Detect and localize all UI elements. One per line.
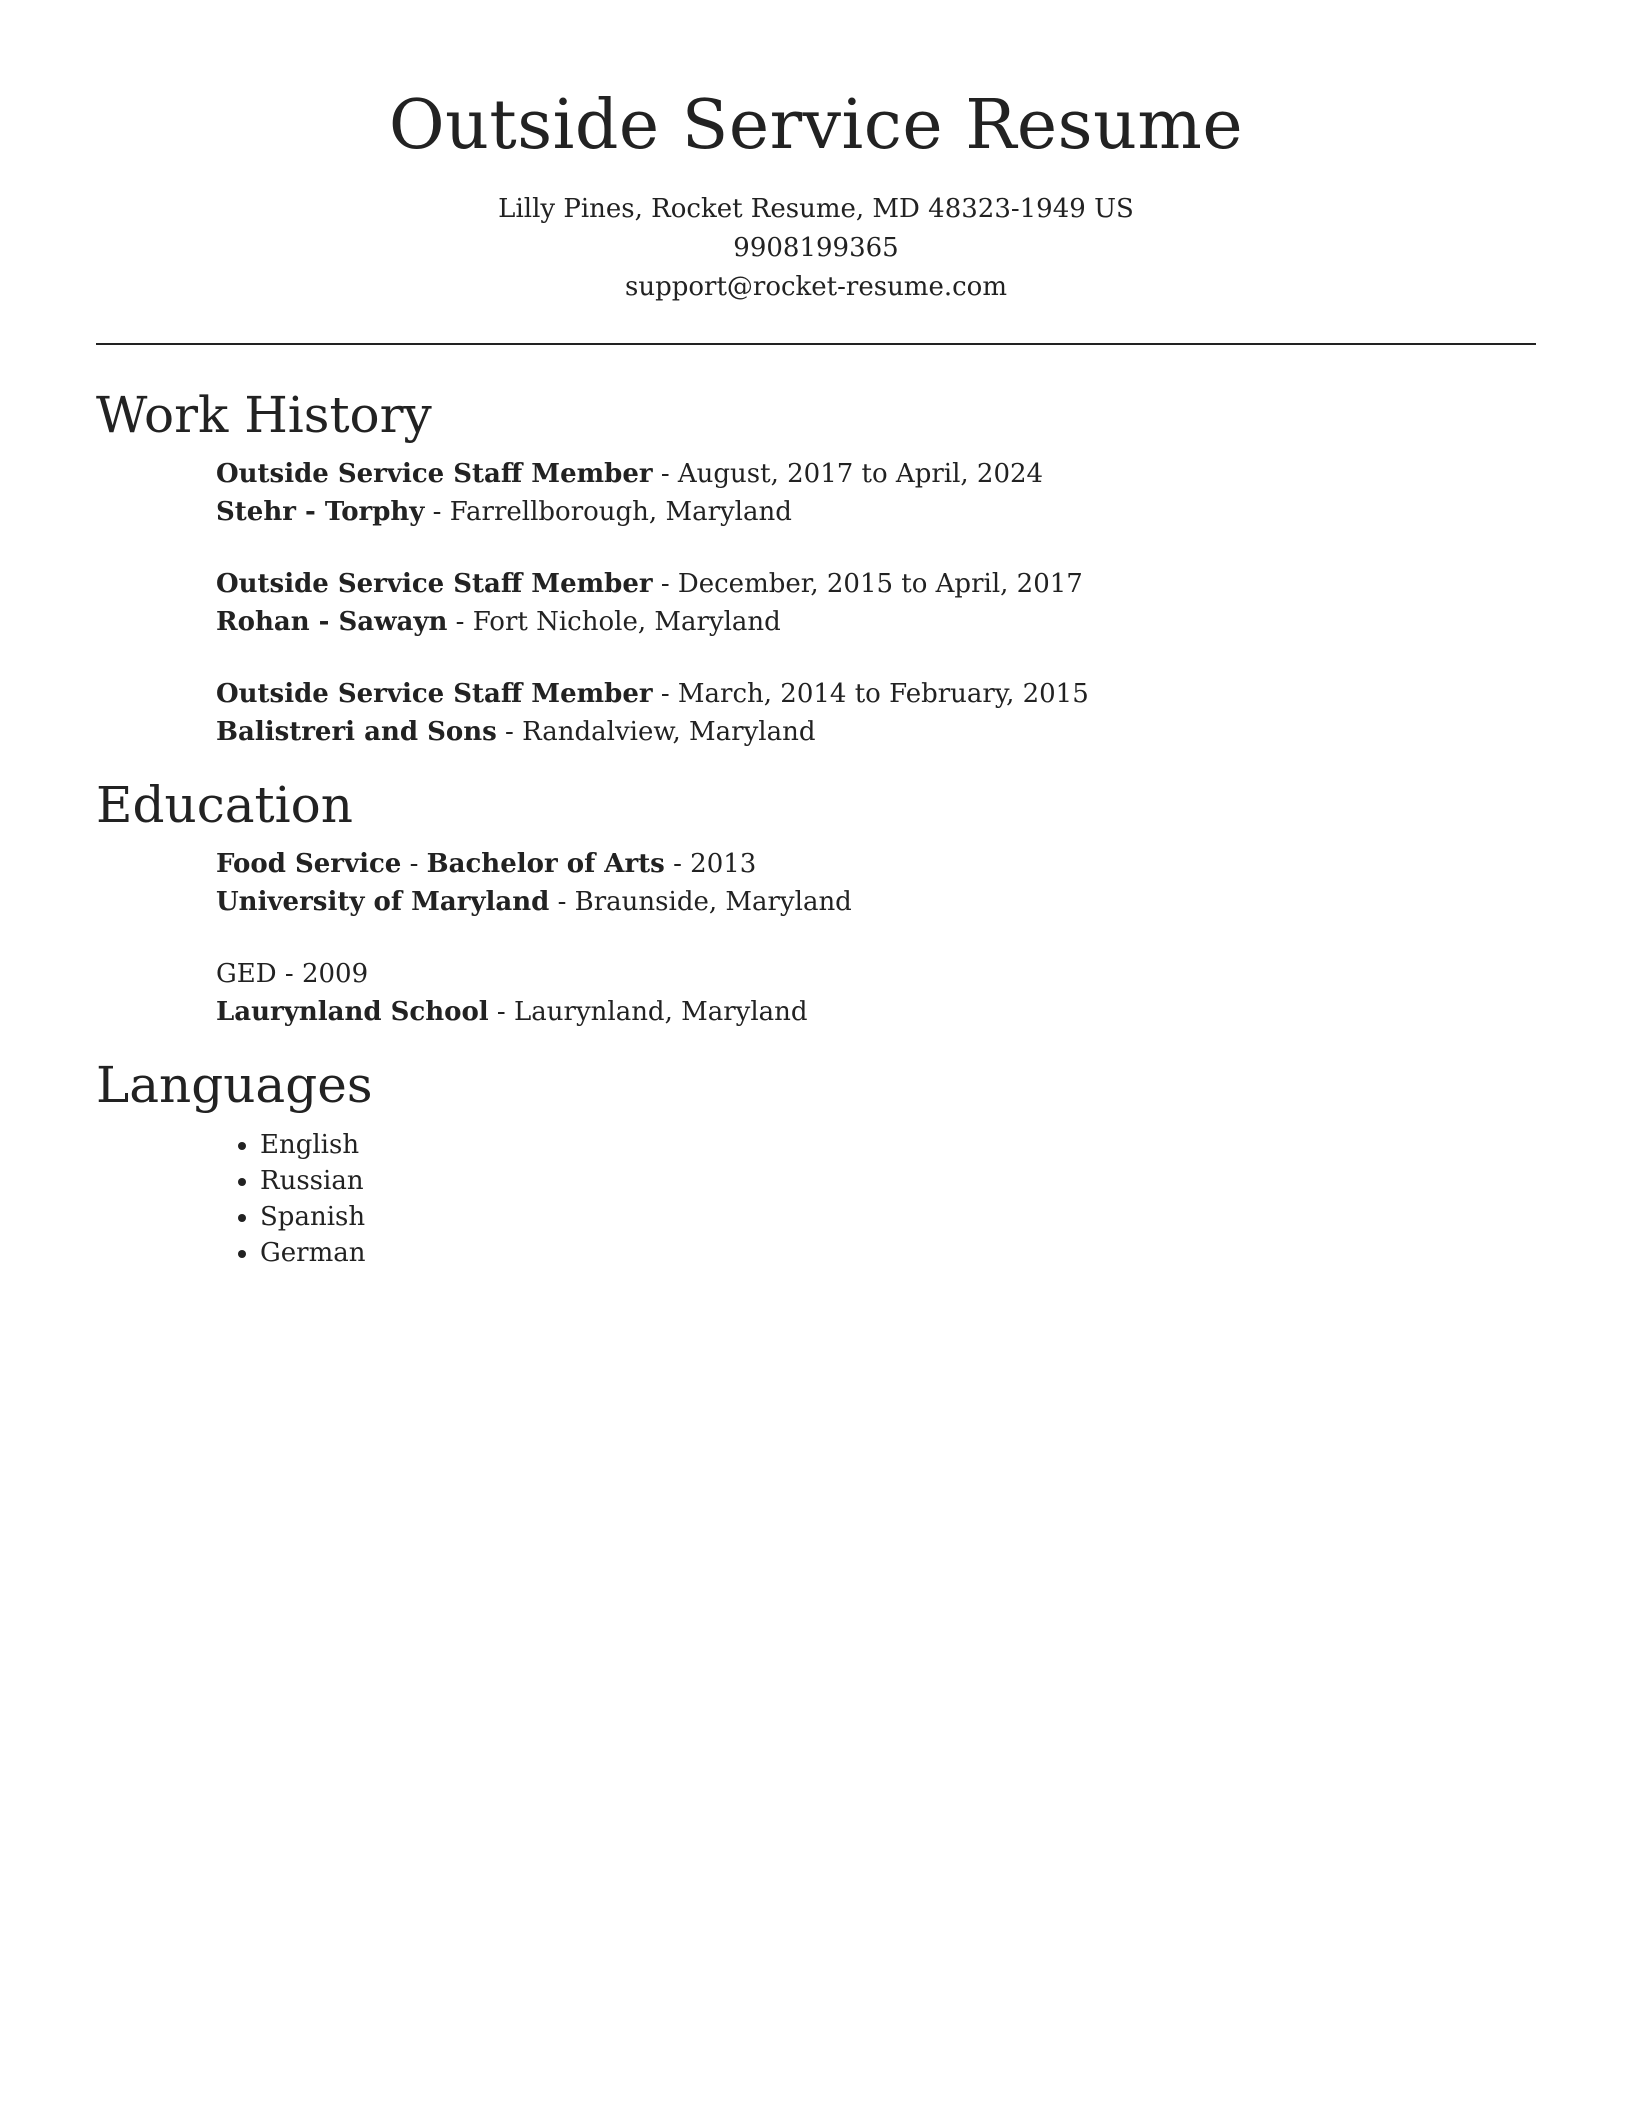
company-name: Stehr - Torphy <box>216 497 425 527</box>
school-location: Laurynland, Maryland <box>514 997 808 1027</box>
separator: - <box>549 887 575 917</box>
job-location: Farrellborough, Maryland <box>449 497 792 527</box>
job-location: Randalview, Maryland <box>522 717 816 747</box>
graduation-year: 2009 <box>301 959 369 989</box>
job-location: Fort Nichole, Maryland <box>472 607 781 637</box>
school-name: University of Maryland <box>216 887 550 917</box>
language-item: • Spanish <box>260 1199 1536 1235</box>
work-entry-title-line <box>216 455 1536 493</box>
degree-name: Bachelor of Arts <box>426 849 665 879</box>
resume-page <box>96 0 1536 1271</box>
education-list <box>216 845 1536 1031</box>
separator: - <box>401 849 427 879</box>
education-school-line <box>216 993 1536 1031</box>
company-name: Balistreri and Sons <box>216 717 497 747</box>
education-degree-line <box>216 955 1536 993</box>
work-history-list <box>216 455 1536 751</box>
language-item: • Russian <box>260 1163 1536 1199</box>
job-dates: December, 2015 to April, 2017 <box>677 569 1083 599</box>
job-dates: March, 2014 to February, 2015 <box>677 679 1089 709</box>
contact-address: Lilly Pines, Rocket Resume, MD 48323-1949 US <box>498 194 1134 224</box>
school-name: Laurynland School <box>216 997 489 1027</box>
job-title: Outside Service Staff Member <box>216 569 653 599</box>
school-location: Braunside, Maryland <box>574 887 852 917</box>
separator: - <box>276 959 302 989</box>
work-entry <box>216 675 1536 751</box>
work-entry-company-line <box>216 493 1536 531</box>
separator: - <box>447 607 473 637</box>
job-title: Outside Service Staff Member <box>216 459 653 489</box>
education-entry <box>216 845 1536 921</box>
degree-name: GED <box>216 959 277 989</box>
separator: - <box>488 997 514 1027</box>
language-item: • German <box>260 1235 1536 1271</box>
separator: - <box>652 569 678 599</box>
resume-title: Outside Service Resume <box>388 86 1244 165</box>
work-entry <box>216 455 1536 531</box>
work-history-heading: Work History <box>96 386 432 444</box>
separator: - <box>664 849 691 879</box>
graduation-year: 2013 <box>690 849 757 879</box>
separator: - <box>652 459 678 489</box>
education-heading: Education <box>96 776 353 834</box>
work-entry-company-line <box>216 713 1536 751</box>
education-entry <box>216 955 1536 1031</box>
separator: - <box>424 497 450 527</box>
languages-heading: Languages <box>96 1056 373 1114</box>
contact-block <box>96 190 1536 307</box>
company-name: Rohan - Sawayn <box>216 607 448 637</box>
education-school-line <box>216 883 1536 921</box>
separator: - <box>496 717 523 747</box>
job-dates: August, 2017 to April, 2024 <box>677 459 1044 489</box>
language-item: • English <box>260 1127 1536 1163</box>
work-entry-title-line <box>216 565 1536 603</box>
resume-header <box>96 0 1536 307</box>
contact-email: support@rocket-resume.com <box>624 272 1007 302</box>
work-entry <box>216 565 1536 641</box>
work-entry-company-line <box>216 603 1536 641</box>
job-title: Outside Service Staff Member <box>216 679 653 709</box>
header-divider <box>96 343 1536 345</box>
languages-list <box>96 1127 1536 1271</box>
work-entry-title-line <box>216 675 1536 713</box>
field-of-study: Food Service <box>216 849 402 879</box>
education-degree-line <box>216 845 1536 883</box>
contact-phone: 9908199365 <box>733 233 899 263</box>
separator: - <box>652 679 678 709</box>
